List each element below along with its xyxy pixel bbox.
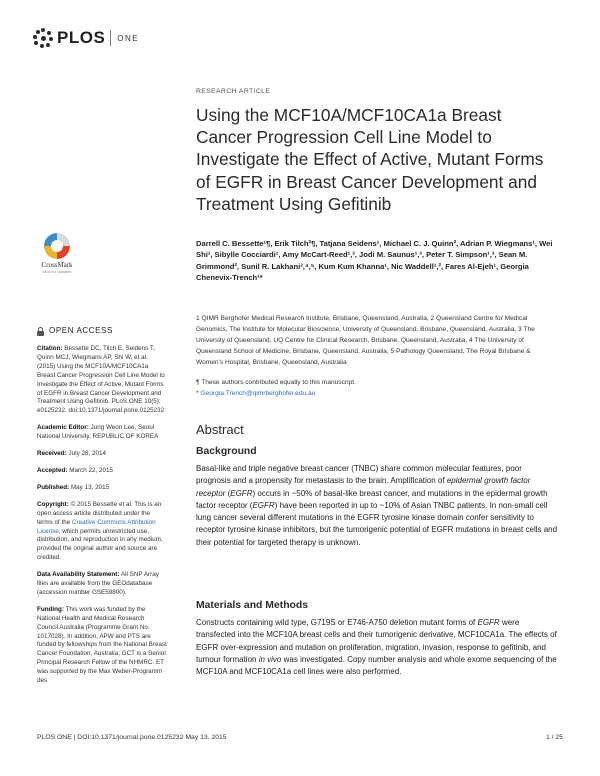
article-title: Using the MCF10A/MCF10CA1a Breast Cancer Progression Cell Line Model to Investigate the Effect of Active, Mutant Forms of EGFR in Breast Cancer Development and Treatment Using Gefitinib — [196, 105, 544, 214]
published-date — [37, 484, 167, 493]
brand-name: PLOS — [57, 28, 106, 47]
editor-label: Academic Editor: — [37, 424, 89, 432]
editor-text: Jung Weon Lee, Seoul National University, REPUBLIC OF KOREA — [37, 424, 159, 441]
article-sidebar — [37, 327, 167, 694]
plos-one-logo — [33, 27, 139, 49]
academic-editor — [37, 424, 167, 442]
published-text: May 13, 2015 — [70, 483, 110, 491]
background-heading: Background — [196, 446, 257, 457]
data-availability — [37, 571, 167, 598]
received-date — [37, 450, 167, 459]
open-lock-icon — [37, 327, 44, 336]
open-access-label: OPEN ACCESS — [49, 326, 113, 336]
open-access-badge — [37, 327, 167, 336]
equal-contribution-note: ¶ These authors contributed equally to this manuscript. — [196, 379, 356, 386]
accepted-label: Accepted: — [37, 466, 68, 474]
methods-paragraph: Constructs containing wild type, G719S or E746-A750 deletion mutant forms of EGFR were transfected into the MCF10A breast cells and their tumorigenic derivative, MCF10CA1a. The effects of EGFR over-expression and mutation on proliferation, migration, invasion, response to gefitinib, and tumour formation in vivo was investigated. Copy number analysis and whole exome sequencing of the MCF10A and MCF10CA1a cell lines were also performed. — [196, 618, 557, 677]
correspondence-note — [196, 388, 556, 399]
abstract-heading: Abstract — [196, 422, 244, 437]
article-type-label: RESEARCH ARTICLE — [196, 88, 271, 95]
journal-name: ONE — [117, 33, 140, 43]
citation-text: Bessette DC, Tilch E, Seidens T, Quinn MCJ, Wiegmans AP, Shi W, et al. (2015) Using the MCF10A/MCF10CA1a Breast Cancer Progression Cell Line Model to Investigate the Effect of Active, Mutant Forms of EGFR in Breast Cancer Development and Treatment Using Gefitinib. PLoS ONE 10(5): e0125232. doi:10.1371/journal.pone.0125232 — [37, 345, 165, 415]
received-label: Received: — [37, 450, 67, 458]
data-text: All SNP Array files are available from the GEOdatabase (accession number GSE59800). — [37, 571, 159, 596]
published-label: Published: — [37, 483, 70, 491]
received-text: July 28, 2014 — [68, 450, 106, 458]
logo-divider — [110, 30, 111, 46]
page-footer — [37, 734, 563, 741]
correspondence-marker: * — [196, 390, 201, 397]
accepted-date — [37, 467, 167, 476]
accepted-text: March 22, 2015 — [69, 466, 113, 474]
copyright-label: Copyright: — [37, 500, 69, 508]
citation-label: Citation: — [37, 345, 63, 352]
copyright-pre: © 2015 Bessette et al. This is an open access article distributed under the terms of the — [37, 500, 162, 526]
crossmark-icon — [44, 233, 70, 259]
data-label: Data Availability Statement: — [37, 571, 120, 579]
plos-dots-icon — [33, 28, 53, 48]
funding-label: Funding: — [37, 605, 64, 613]
correspondence-email-link[interactable]: Georgia.Trench@qimrberghofer.edu.au — [200, 390, 316, 397]
author-notes — [196, 377, 556, 399]
footer-citation: PLOS ONE | DOI:10.1371/journal.pone.0125232 May 13, 2015 — [37, 734, 227, 741]
methods-heading: Materials and Methods — [196, 600, 309, 611]
crossmark-badge[interactable] — [38, 233, 76, 274]
license-link[interactable]: Creative Commons Attribution License — [37, 518, 156, 535]
copyright — [37, 501, 167, 563]
author-list: Darrell C. Bessette¹¶, Erik Tilch²¶, Tatjana Seidens¹, Michael C. J. Quinn², Adrian P. Wiegmans¹, Wei Shi¹, Sibylle Cocciardi¹, Amy McCart-Reed¹,³, Jodi M. Saunus¹,³, Peter T. Simpson¹,³, Sean M. Grimmond², Sunil R. Lakhani³,⁴,⁵, Kum Kum Khanna¹, Nic Waddell¹,², Fares Al-Ejeh¹, Georgia Chenevix-Trench¹* — [196, 239, 553, 283]
page-number: 1 / 25 — [545, 734, 563, 741]
background-paragraph: Basal-like and triple negative breast cancer (TNBC) share common molecular features, poor prognosis and a propensity for metastasis to the brain. Amplification of epidermal growth factor receptor (EGFR) occurs in ~50% of basal-like breast cancer, and mutations in the epidermal growth factor receptor (EGFR) have been reported in up to ~10% of Asian TNBC patients. In non-small cell lung cancer several different mutations in the EGFR tyrosine kinase domain confer sensitivity to receptor tyrosine kinase inhibitors, but the tumorigenic potential of EGFR mutations in breast cells and their potential for targeted therapy is unknown. — [196, 464, 558, 547]
crossmark-label: CrossMark — [41, 261, 73, 269]
citation — [37, 345, 167, 416]
funding-text: This work was funded by the National Health and Medical Research Council Australia (Programme Grant No. 1017028). In addition, APW and PTS are funded by fellowships from the National Breast Cancer Foundation, Australia; GCT is a Senior Principal Research Fellow of the NHMRC. ET was supported by the Max Weber-Programm des — [37, 605, 167, 685]
affiliations: 1 QIMR Berghofer Medical Research Institute, Brisbane, Queensland, Australia, 2 Queensland Centre for Medical Genomics, The Institute for Molecular Bioscience, University of Queensland, Brisbane, Queensland, Australia, 3 The University of Queensland, UQ Centre for Clinical Research, Brisbane, Queensland, Australia, 4 The University of Queensland School of Medicine, Brisbane, Queensland, Australia, 5 Pathology Queensland, The Royal Brisbane & Women's Hospital, Brisbane, Queensland, Australia — [196, 315, 535, 367]
copyright-post: , which permits unrestricted use, distribution, and reproduction in any medium, provided the original author and source are credited. — [37, 527, 163, 562]
crossmark-sublabel: click for updates — [42, 269, 72, 274]
funding — [37, 606, 167, 686]
